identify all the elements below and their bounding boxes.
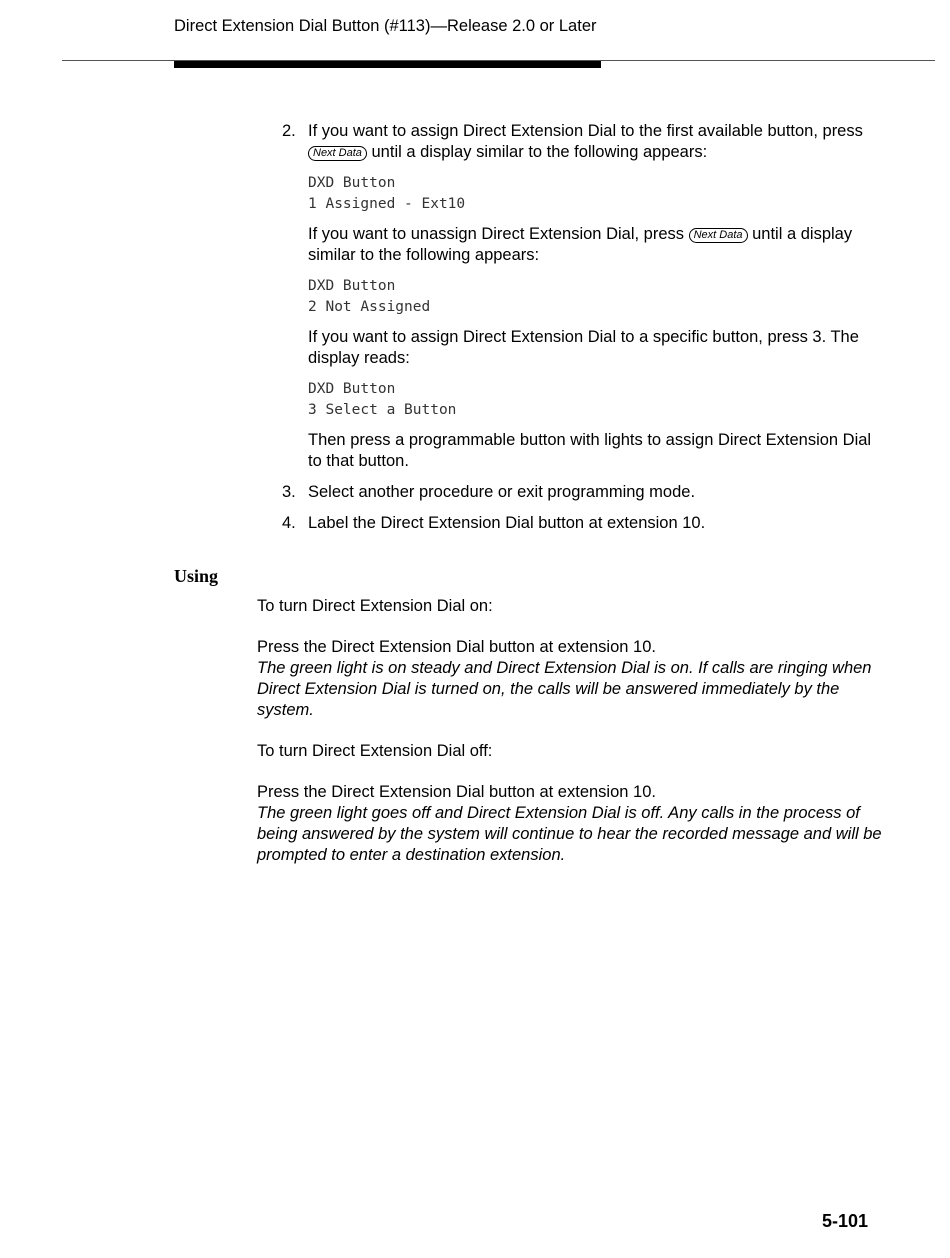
next-data-key-icon: Next Data [308, 146, 367, 161]
turn-on-action: Press the Direct Extension Dial button at extension 10. [257, 638, 656, 656]
turn-on-intro: To turn Direct Extension Dial on: [257, 597, 493, 615]
display-line: 1 Assigned - Ext10 [308, 195, 466, 212]
page-number: 5-101 [821, 1211, 868, 1231]
step-2-paragraph-specific-button: If you want to assign Direct Extension Dial to a specific button, press 3. The display reads: [308, 328, 859, 367]
display-line: DXD Button [308, 278, 396, 294]
step-4 [282, 513, 877, 534]
turn-on-result: The green light is on steady and Direct Extension Dial is on. If calls are ringing when Direct Extension Dial is turned on, the calls will be answered immediately by the system. [257, 659, 872, 719]
procedure-steps [282, 121, 877, 534]
step-3 [282, 482, 877, 503]
turn-off-result: The green light goes off and Direct Extension Dial is off. Any calls in the process of being answered by the system will continue to hear the recorded message and will be prompted to enter a destination extension. [257, 804, 882, 864]
display-readout-not-assigned [308, 276, 877, 317]
step-number: 3. [282, 483, 296, 501]
step-3-text: Select another procedure or exit programming mode. [308, 483, 696, 501]
turn-off-intro: To turn Direct Extension Dial off: [257, 742, 493, 760]
running-header-title: Direct Extension Dial Button (#113)—Release 2.0 or Later [174, 17, 597, 35]
step-2-paragraph-unassign: If you want to unassign Direct Extension Dial, press Next Data until a display similar to the following appears: [308, 225, 853, 264]
turn-off-action: Press the Direct Extension Dial button at extension 10. [257, 783, 656, 801]
step-2-paragraph-assign-first: If you want to assign Direct Extension Dial to the first available button, press Next Data until a display similar to the following appears: [308, 122, 863, 161]
display-line: DXD Button [308, 175, 396, 191]
display-readout-assigned [308, 173, 877, 214]
step-number: 2. [282, 122, 296, 140]
step-4-text: Label the Direct Extension Dial button at extension 10. [308, 514, 706, 532]
header-divider-thick [174, 61, 601, 68]
using-instructions [257, 596, 882, 866]
step-number: 4. [282, 514, 296, 532]
display-readout-select-button [308, 379, 877, 420]
display-line: 2 Not Assigned [308, 298, 431, 315]
next-data-key-icon: Next Data [689, 228, 748, 243]
display-line: DXD Button [308, 381, 396, 397]
step-2-paragraph-press-button: Then press a programmable button with lights to assign Direct Extension Dial to that button. [308, 431, 872, 470]
display-line: 3 Select a Button [308, 401, 457, 418]
step-2 [282, 121, 877, 472]
section-heading-using: Using [174, 566, 219, 586]
